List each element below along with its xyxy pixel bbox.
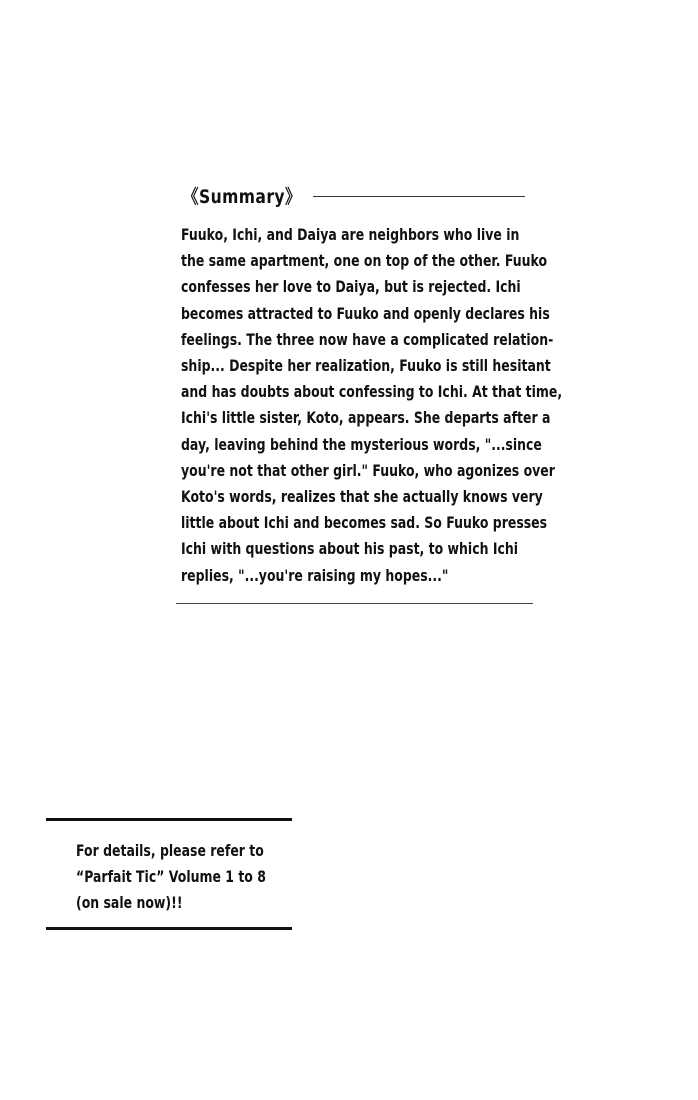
summary-line: ship... Despite her realization, Fuuko is still hesitant <box>181 356 551 376</box>
volume-note <box>76 838 266 916</box>
note-line: “Parfait Tic” Volume 1 to 8 <box>76 867 266 886</box>
summary-line: Ichi with questions about his past, to which Ichi <box>181 539 519 559</box>
summary-line: the same apartment, one on top of the other. Fuuko <box>181 251 548 271</box>
summary-line: day, leaving behind the mysterious words, "...since <box>181 434 542 454</box>
summary-line: confesses her love to Daiya, but is rejected. Ichi <box>181 277 521 297</box>
summary-line: Ichi's little sister, Koto, appears. She departs after a <box>181 408 551 428</box>
summary-bottom-rule <box>176 603 533 604</box>
note-line: (on sale now)!! <box>76 893 183 912</box>
summary-line: Koto's words, realizes that she actually knows very <box>181 487 543 507</box>
summary-line: feelings. The three now have a complicated relation- <box>181 329 554 349</box>
summary-line: little about Ichi and becomes sad. So Fuuko presses <box>181 513 548 533</box>
note-top-rule <box>46 818 292 821</box>
heading-rule <box>313 196 525 197</box>
summary-line: replies, "...you're raising my hopes..." <box>181 565 449 585</box>
summary-line: becomes attracted to Fuuko and openly declares his <box>181 303 550 323</box>
summary-body <box>181 222 563 589</box>
note-bottom-rule <box>46 927 292 930</box>
note-line: For details, please refer to <box>76 841 264 860</box>
summary-heading: 《Summary》 <box>183 186 301 208</box>
summary-line: Fuuko, Ichi, and Daiya are neighbors who live in <box>181 225 520 244</box>
summary-line: and has doubts about confessing to Ichi. At that time, <box>181 382 563 402</box>
summary-line: you're not that other girl." Fuuko, who agonizes over <box>181 460 555 480</box>
